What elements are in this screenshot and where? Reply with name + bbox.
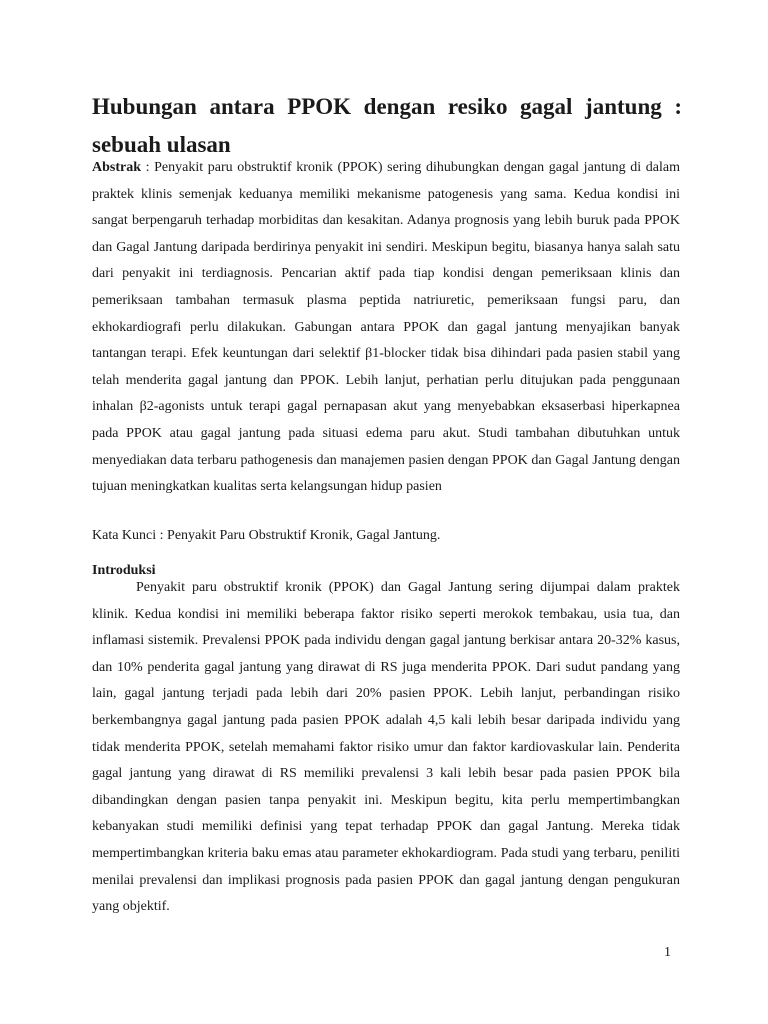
introduction-paragraph: Penyakit paru obstruktif kronik (PPOK) dan Gagal Jantung sering dijumpai dalam praktek klinik. Kedua kondisi ini memiliki beberapa faktor risiko seperti merokok tembakau, usia tua, dan inflamasi sistemik. Prevalensi PPOK pada individu dengan gagal jantung berkisar antara 20-32% kasus, dan 10% penderita gagal jantung yang dirawat di RS juga menderita PPOK. Dari sudut pandang yang lain, gagal jantung terjadi pada lebih dari 20% pasien PPOK. Lebih lanjut, perbandingan risiko berkembangnya gagal jantung pada pasien PPOK adalah 4,5 kali lebih besar daripada individu yang tidak menderita PPOK, setelah memahami faktor risiko umur dan faktor kardiovaskular lain. Penderita gagal jantung yang dirawat di RS memiliki prevalensi 3 kali lebih besar pada pasien PPOK bila dibandingkan dengan pasien tanpa penyakit ini. Meskipun begitu, kita perlu mempertimbangkan kebanyakan studi memiliki definisi yang tepat terhadap PPOK dan gagal Jantung. Mereka tidak mempertimbangkan kriteria baku emas atau parameter ekhokardiogram. Pada studi yang terbaru, peniliti menilai prevalensi dan implikasi prognosis pada pasien PPOK dan gagal jantung dengan pengukuran yang objektif.: [92, 580, 680, 915]
document-title: Hubungan antara PPOK dengan resiko gagal jantung : sebuah ulasan: [92, 94, 682, 157]
abstract-label: Abstrak: [92, 160, 142, 175]
page-number: 1: [664, 945, 671, 960]
abstract-text: : Penyakit paru obstruktif kronik (PPOK) sering dihubungkan dengan gagal jantung di dalam praktek klinis semenjak keduanya memiliki mekanisme patogenesis yang sama. Kedua kondisi ini sangat berpengaruh terhadap morbiditas dan kesakitan. Adanya prognosis yang lebih buruk pada PPOK dan Gagal Jantung daripada berdirinya penyakit ini sendiri. Meskipun begitu, biasanya hanya salah satu dari penyakit ini terdiagnosis. Pencarian aktif pada tiap kondisi dengan pemeriksaan klinis dan pemeriksaan tambahan termasuk plasma peptida natriuretic, pemeriksaan fungsi paru, dan ekhokardiografi perlu dilakukan. Gabungan antara PPOK dan gagal jantung menyajikan banyak tantangan terapi. Efek keuntungan dari selektif β1-blocker tidak bisa dihindari pada pasien stabil yang telah menderita gagal jantung dan PPOK. Lebih lanjut, perhatian perlu ditujukan pada penggunaan inhalan β2-agonists untuk terapi gagal pernapasan akut yang menyebabkan eksaserbasi hiperkapnea pada PPOK atau gagal jantung pada situasi edema paru akut. Studi tambahan dibutuhkan untuk menyediakan data terbaru pathogenesis dan manajemen pasien dengan PPOK dan Gagal Jantung dengan tujuan meningkatkan kualitas serta kelangsungan hidup pasien: [92, 160, 680, 495]
abstract-paragraph: [92, 155, 680, 501]
keywords-line: Kata Kunci : Penyakit Paru Obstruktif Kronik, Gagal Jantung.: [92, 528, 441, 543]
introduction-heading: Introduksi: [92, 563, 156, 578]
